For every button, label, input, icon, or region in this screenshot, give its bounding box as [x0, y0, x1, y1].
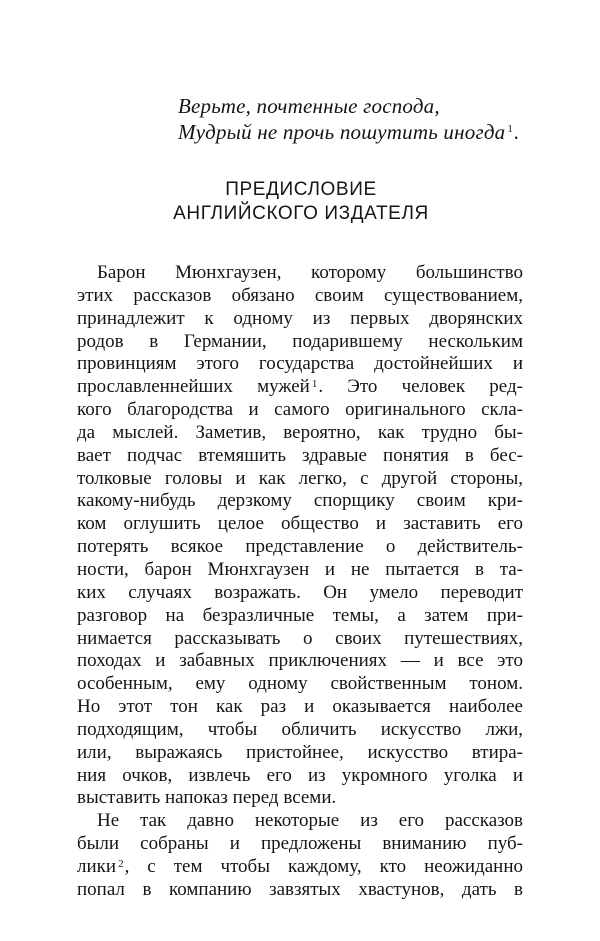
- body-line-text: ком оглушить целое общество и заставить его: [77, 513, 523, 535]
- body-line-text: лики: [77, 855, 117, 877]
- body-line: [77, 490, 523, 513]
- body-line: [77, 536, 523, 559]
- body-line: [77, 582, 523, 605]
- body-line: [77, 810, 523, 833]
- body-line: [77, 285, 523, 308]
- epigraph-line-tail: .: [514, 120, 520, 144]
- body-line-text: провинциям этого государства достойнейших и: [77, 353, 523, 375]
- body-line-text: этих рассказов обязано своим существованием,: [77, 284, 523, 306]
- epigraph: [178, 93, 520, 145]
- epigraph-line-text: Верьте, почтенные господа,: [178, 94, 440, 118]
- body-line: [77, 673, 523, 696]
- body-line-text: или, выражаясь пристойнее, искусство втира-: [77, 741, 523, 763]
- body-line-text: толковые головы и как легко, с другой стороны,: [77, 467, 523, 489]
- body-line-text: Но этот тон как раз и оказывается наиболее: [77, 696, 523, 718]
- body-line-text: да мыслей. Заметив, вероятно, как трудно бы-: [77, 421, 523, 443]
- body-line-text: кого благородства и самого оригинального скла-: [77, 399, 523, 421]
- body-line: [77, 856, 523, 879]
- body-line-text: попал в компанию завзятых хвастунов, дать в: [77, 878, 523, 900]
- body-line: [77, 559, 523, 582]
- body-line: [77, 787, 523, 810]
- epigraph-line-text: Мудрый не прочь пошутить иногда: [178, 120, 506, 144]
- body-line: [77, 262, 523, 285]
- body-line-tail: , с тем чтобы каждому, кто неожиданно: [124, 855, 523, 877]
- body-line: [77, 445, 523, 468]
- body-line: [77, 833, 523, 856]
- body-line: [77, 742, 523, 765]
- body-line-text: были собраны и предложены вниманию пуб-: [77, 833, 523, 855]
- body-line: [77, 605, 523, 628]
- body-line-text: выставить напоказ перед всеми.: [77, 787, 337, 809]
- body-line-text: ности, барон Мюнхгаузен и не пытается в та-: [77, 558, 523, 580]
- body-text: [77, 262, 523, 902]
- body-line: [77, 468, 523, 491]
- body-line-text: особенным, ему одному свойственным тоном.: [77, 673, 523, 695]
- body-line-text: прославленнейших мужей: [77, 376, 310, 398]
- body-line: [77, 422, 523, 445]
- body-line: [77, 650, 523, 673]
- body-line-text: подходящим, чтобы обличить искусство лжи,: [77, 718, 523, 740]
- body-line: [77, 696, 523, 719]
- body-line-text: какому-нибудь дерзкому спорщику своим кри-: [77, 490, 523, 512]
- body-line-text: потерять всякое представление о действитель-: [77, 536, 523, 558]
- body-line: [77, 353, 523, 376]
- body-line-text: походах и забавных приключениях — и все это: [77, 650, 523, 672]
- body-line: [77, 765, 523, 788]
- body-line: [77, 331, 523, 354]
- body-line-text: Не так давно некоторые из его рассказов: [97, 810, 523, 832]
- epigraph-line: [178, 93, 520, 119]
- body-line-text: родов в Германии, подарившему нескольким: [77, 330, 523, 352]
- epigraph-line: [178, 119, 520, 145]
- body-line-tail: . Это человек ред-: [318, 376, 523, 398]
- body-line-text: принадлежит к одному из первых дворянских: [77, 307, 523, 329]
- body-line: [77, 628, 523, 651]
- footnote-marker: 1: [311, 378, 318, 391]
- footnote-marker: 2: [118, 857, 124, 870]
- body-line-text: нимается рассказывать о своих путешествиях,: [77, 627, 523, 649]
- heading-line: АНГЛИЙСКОГО ИЗДАТЕЛЯ: [173, 203, 429, 224]
- body-line-text: ких случаях возражать. Он умело переводит: [77, 581, 523, 603]
- body-line: [77, 879, 523, 902]
- footnote-marker: 1: [507, 123, 514, 135]
- body-line: [77, 719, 523, 742]
- body-line-text: ния очков, извлечь его из укромного уголка и: [77, 764, 523, 786]
- body-line-text: вает подчас втемяшить здравые понятия в бес-: [77, 444, 523, 466]
- body-line-text: Барон Мюнхгаузен, которому большинство: [97, 262, 523, 283]
- section-heading: [0, 178, 600, 226]
- body-line: [77, 513, 523, 536]
- body-line: [77, 376, 523, 399]
- heading-line: ПРЕДИСЛОВИЕ: [225, 179, 377, 200]
- body-line: [77, 308, 523, 331]
- body-line: [77, 399, 523, 422]
- body-line-text: разговор на безразличные темы, а затем при-: [77, 604, 523, 626]
